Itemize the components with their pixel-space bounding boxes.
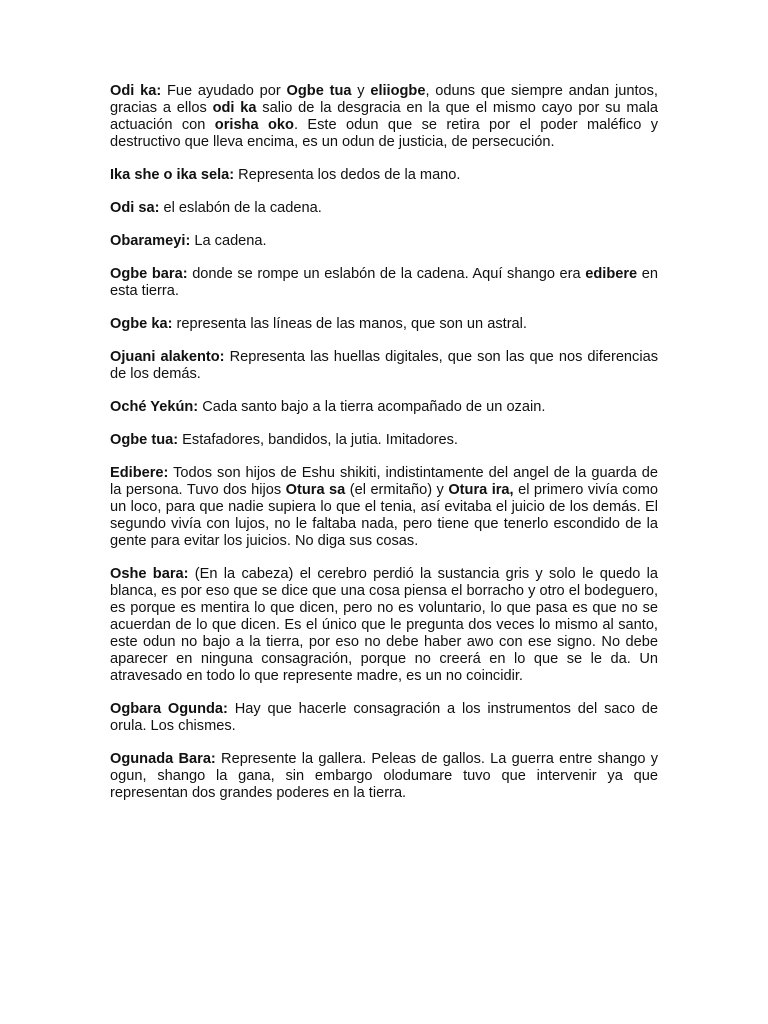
paragraph [110, 465, 658, 550]
paragraph [110, 83, 658, 151]
paragraph-text: Represente la gallera. Peleas de gallos. La guerra entre shango y ogun, shango la gana, sin embargo olodumare tuvo que intervenir ya que representan dos grandes poderes en la tierra. [110, 751, 658, 801]
paragraph-text: La cadena. [190, 233, 267, 249]
bold-term: Odi sa: [110, 200, 160, 216]
paragraph-text: Estafadores, bandidos, la jutia. Imitadores. [178, 432, 458, 448]
paragraph-text: Representa las huellas digitales, que son las que nos diferencias de los demás. [110, 349, 658, 382]
paragraph-text: donde se rompe un eslabón de la cadena. Aquí shango era [187, 266, 586, 282]
paragraph-text: el eslabón de la cadena. [159, 200, 322, 216]
paragraph [110, 701, 658, 735]
paragraph [110, 200, 658, 217]
paragraph-text: (En la cabeza) el cerebro perdió la sustancia gris y solo le quedo la blanca, es por eso que se dice que una cosa piensa el borracho y otro el bodeguero, es porque es mentira lo que dicen, pero no es voluntario, lo que pasa es que no se acuerdan de lo que dicen. Es el único que le pregunta dos veces lo mismo al santo, este odun no bajo a la tierra, por eso no debe haber awo con ese signo. No debe aparecer en ninguna consagración, porque no creerá en lo que se le da. Un atravesado en todo lo que represente madre, es un no coincidir. [110, 566, 658, 684]
paragraph [110, 233, 658, 250]
paragraph [110, 266, 658, 300]
bold-term: Oshe bara: [110, 566, 189, 582]
paragraph-text: y [351, 83, 371, 99]
paragraph-text: (el ermitaño) y [345, 482, 449, 498]
bold-term: Oché Yekún: [110, 399, 199, 415]
paragraph-text: , oduns que siempre andan juntos, gracias a ellos [110, 83, 658, 116]
paragraph-text: Fue ayudado por [161, 83, 287, 99]
bold-term: Otura sa [285, 482, 346, 498]
bold-term: Ogbe tua: [110, 432, 179, 448]
bold-term: eliiogbe [370, 83, 426, 99]
bold-term: Obarameyi: [110, 233, 191, 249]
paragraph [110, 566, 658, 685]
paragraph-text: salio de la desgracia en la que el mismo cayo por su mala actuación con [110, 100, 659, 133]
bold-term: Ogbe ka: [110, 316, 173, 332]
bold-term: orisha oko [214, 117, 294, 133]
paragraph [110, 349, 658, 383]
paragraph [110, 167, 658, 184]
paragraph [110, 751, 658, 802]
bold-term: Odi ka: [110, 83, 162, 99]
paragraph-text: Hay que hacerle consagración a los instrumentos del saco de orula. Los chismes. [110, 701, 658, 734]
paragraph-text: representa las líneas de las manos, que son un astral. [172, 316, 527, 332]
bold-term: Edibere: [110, 465, 169, 481]
paragraph [110, 432, 658, 449]
paragraph-text: Representa los dedos de la mano. [234, 167, 461, 183]
bold-term: Ogbe tua [286, 83, 352, 99]
bold-term: Ogbara Ogunda: [110, 701, 228, 717]
document-page [110, 83, 658, 818]
paragraph-text: Todos son hijos de Eshu shikiti, indistintamente del angel de la guarda de la persona. Tuvo dos hijos [110, 465, 658, 498]
bold-term: Ika she o ika sela: [110, 167, 235, 183]
paragraph-text: en esta tierra. [110, 266, 658, 299]
bold-term: Ogunada Bara: [110, 751, 216, 767]
bold-term: edibere [585, 266, 638, 282]
bold-term: Ogbe bara: [110, 266, 188, 282]
paragraph [110, 316, 658, 333]
paragraph-text: Cada santo bajo a la tierra acompañado de un ozain. [198, 399, 546, 415]
paragraph-text: . Este odun que se retira por el poder maléfico y destructivo que lleva encima, es un odun de justicia, de persecución. [110, 117, 658, 150]
bold-term: odi ka [212, 100, 257, 116]
paragraph-text: el primero vivía como un loco, para que nadie supiera lo que el tenia, así evitaba el juicio de los demás. El segundo vivía con lujos, no le faltaba nada, pero tiene que tenerlo escondido de la gente para evitar los juicios. No diga sus cosas. [110, 482, 658, 549]
bold-term: Ojuani alakento: [110, 349, 225, 365]
bold-term: Otura ira, [448, 482, 514, 498]
paragraph [110, 399, 658, 416]
